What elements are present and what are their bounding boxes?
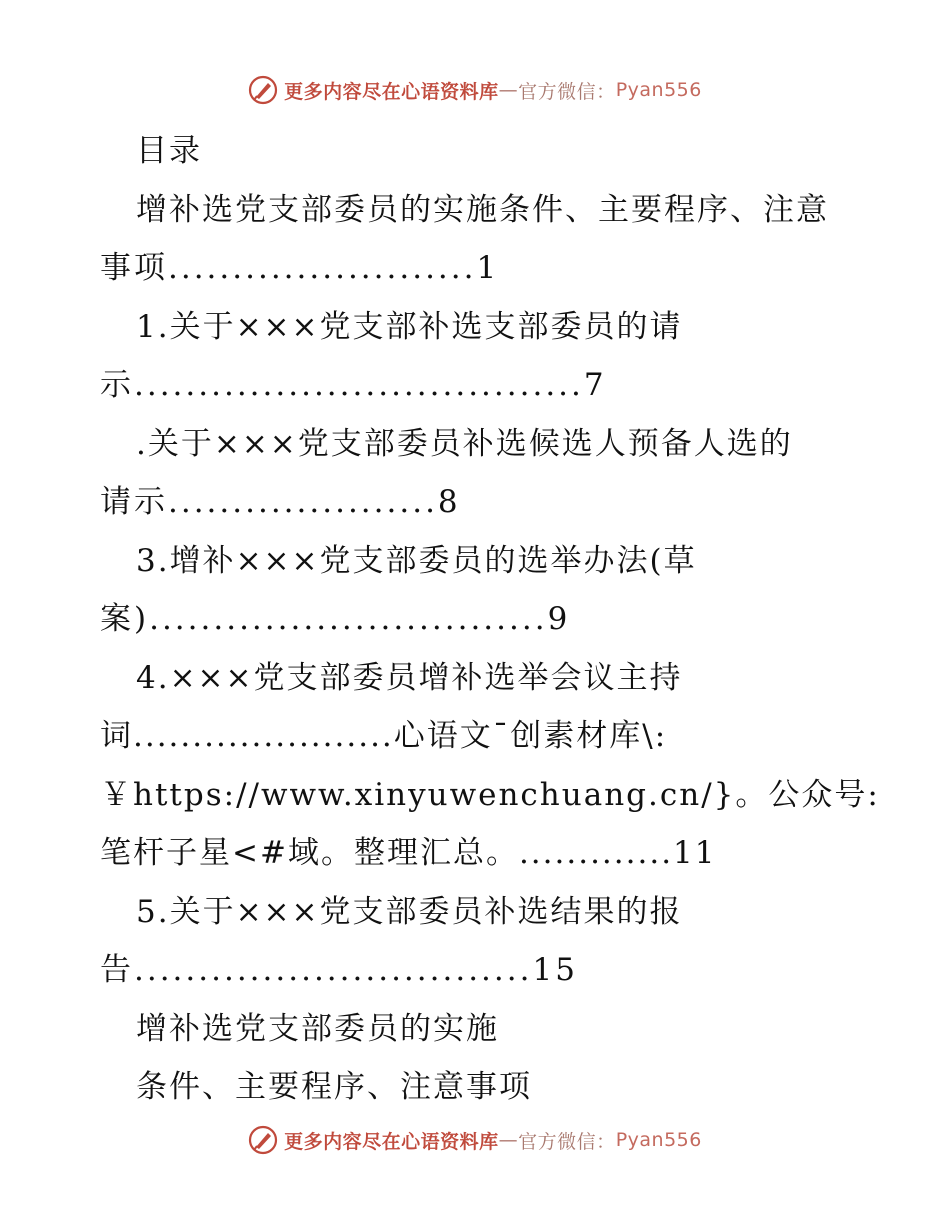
watermark-wechat-id: Pyan556 bbox=[615, 79, 702, 101]
toc-line: 增补选党支部委员的实施条件、主要程序、注意 bbox=[136, 191, 829, 228]
toc-line: 示...................................7 bbox=[100, 367, 607, 403]
toc-line: 请示.....................8 bbox=[100, 484, 461, 520]
toc-line: 5.关于×××党支部委员补选结果的报 bbox=[136, 893, 683, 930]
toc-line: ￥https://www.xinyuwenchuang.cn/}。公众号: bbox=[100, 776, 880, 813]
watermark-main-text: 更多内容尽在心语资料库 bbox=[284, 80, 499, 103]
toc-line: 3.增补×××党支部委员的选举办法(草 bbox=[136, 542, 697, 579]
quill-pen-icon bbox=[248, 75, 278, 105]
toc-heading: 目录 bbox=[136, 133, 202, 169]
toc-line: 4.×××党支部委员增补选举会议主持 bbox=[136, 659, 683, 696]
toc-line: 告...............................15 bbox=[100, 952, 578, 988]
toc-line: .关于×××党支部委员补选候选人预备人选的 bbox=[136, 425, 793, 462]
header-watermark bbox=[0, 70, 950, 110]
toc-line: 笔杆子星<#域。整理汇总。.............11 bbox=[100, 835, 717, 871]
document-body bbox=[100, 122, 880, 1117]
watermark-official-label: 官方微信： bbox=[518, 80, 616, 103]
watermark-main-text: 更多内容尽在心语资料库 bbox=[284, 1130, 499, 1153]
section-title-line: 条件、主要程序、注意事项 bbox=[136, 1069, 532, 1105]
watermark-wechat-id: Pyan556 bbox=[615, 1129, 702, 1151]
footer-watermark bbox=[0, 1120, 950, 1160]
section-title-line: 增补选党支部委员的实施 bbox=[136, 1010, 499, 1047]
toc-line: 案)...............................9 bbox=[100, 601, 571, 637]
quill-pen-icon bbox=[248, 1125, 278, 1155]
toc-line: 事项........................1 bbox=[100, 250, 500, 286]
toc-line: 1.关于×××党支部补选支部委员的请 bbox=[136, 308, 683, 345]
watermark-official-label: 官方微信： bbox=[518, 1130, 616, 1153]
watermark-dash: — bbox=[498, 79, 519, 101]
watermark-dash: — bbox=[498, 1129, 519, 1151]
toc-line: 词......................心语文¯创素材库\: bbox=[100, 718, 668, 754]
